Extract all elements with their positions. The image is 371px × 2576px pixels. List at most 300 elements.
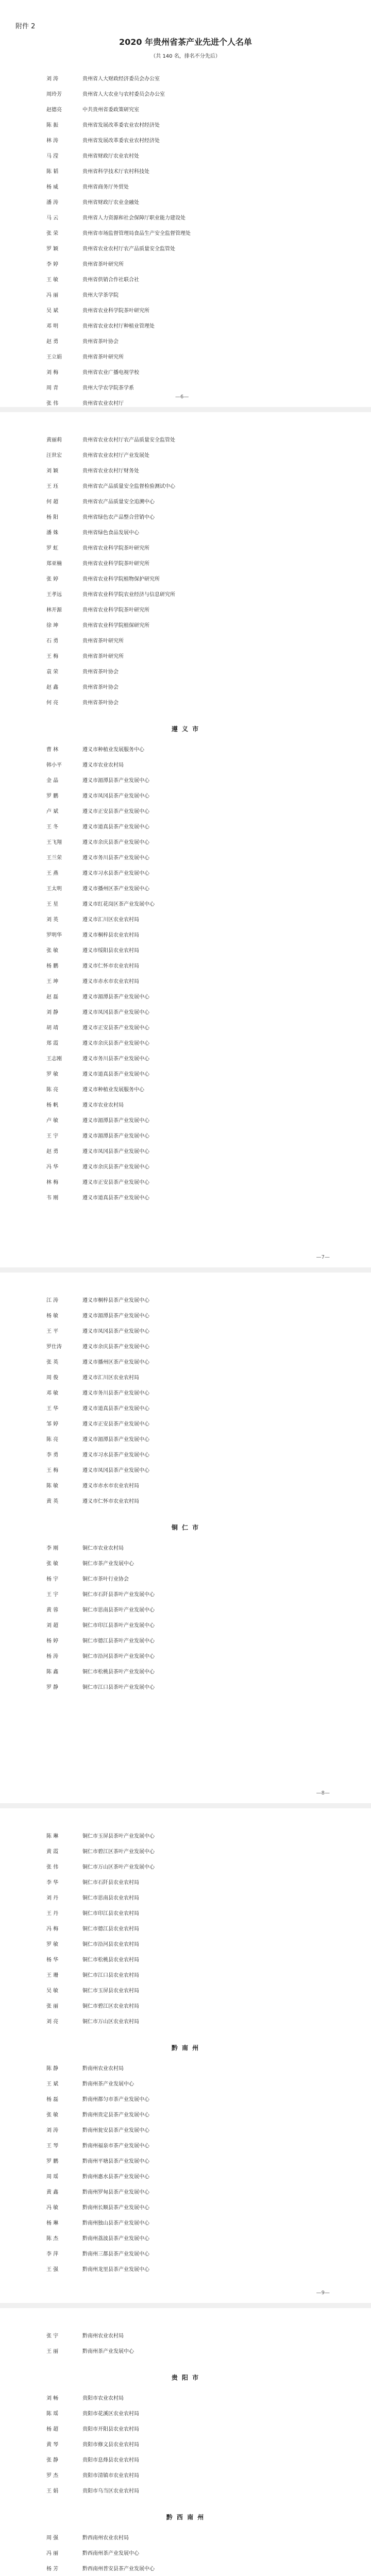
person-name: 罗明华 — [46, 933, 62, 938]
work-unit: 铜仁市江口县农业农村局 — [82, 1973, 139, 1978]
person-name: 赵德亮 — [46, 107, 62, 113]
list-item — [46, 1293, 325, 1309]
list-item — [46, 464, 325, 479]
work-unit: 贵州省茶叶协会 — [82, 685, 119, 690]
list-item — [46, 2092, 325, 2108]
work-unit: 遵义市余庆县茶产业发展中心 — [82, 1344, 149, 1350]
person-name: 周玲芳 — [46, 92, 62, 97]
list-item — [46, 1999, 325, 2014]
person-name: 刘 超 — [46, 1623, 59, 1629]
work-unit: 贵州省茶叶研究所 — [82, 354, 124, 360]
list-item — [46, 118, 325, 133]
person-name: 张 敏 — [46, 2112, 59, 2118]
work-unit: 贵州省农业农村厅产业发展处 — [82, 453, 149, 459]
person-name: 王太明 — [46, 886, 62, 892]
person-name: 金 晶 — [46, 778, 59, 784]
work-unit: 贵州省茶叶研究所 — [82, 638, 124, 644]
work-unit: 黔南州瓮安县茶产业发展中心 — [82, 2128, 149, 2133]
list-item — [46, 1634, 325, 1649]
work-unit: 贵州省绿色农产品整合营销中心 — [82, 515, 155, 520]
person-name: 刘 涛 — [46, 76, 59, 82]
work-unit: 遵义市凤冈县茶产业发展中心 — [82, 1149, 149, 1155]
person-name: 王 珊 — [46, 1973, 59, 1978]
list-item — [46, 758, 325, 773]
list-item — [46, 1968, 325, 1984]
list-item — [46, 433, 325, 448]
person-name: 杨 鹏 — [46, 963, 59, 969]
person-name: 李 华 — [46, 1880, 59, 1886]
work-unit: 遵义市绥阳县农业农村局 — [82, 948, 139, 954]
work-unit: 贵州省财政厅农业金融处 — [82, 200, 139, 206]
person-name: 林开源 — [46, 607, 62, 613]
work-unit: 贵州省农业科学院茶叶研究所 — [82, 308, 149, 314]
work-unit: 贵州省农业农村厅 — [82, 401, 124, 406]
work-unit: 贵阳市修文县农业农村局 — [82, 2442, 139, 2448]
list-item — [46, 943, 325, 959]
person-name: 卢 斌 — [46, 809, 59, 815]
work-unit: 黔南州平塘县茶产业发展中心 — [82, 2159, 149, 2164]
list-item — [46, 835, 325, 851]
work-unit: 遵义市湄潭县茶产业发展中心 — [82, 1133, 149, 1139]
list-item — [46, 2139, 325, 2154]
person-name: 陈 静 — [46, 2066, 59, 2072]
work-unit: 遵义市种植业发展服务中心 — [82, 1087, 144, 1093]
list-item — [46, 1401, 325, 1417]
list-item — [46, 1572, 325, 1587]
work-unit: 黔南州惠水县茶产业发展中心 — [82, 2174, 149, 2180]
person-name: 黄 鑫 — [46, 2190, 59, 2195]
work-unit: 遵义市赤水市农业农村局 — [82, 1483, 139, 1489]
list-item — [46, 1665, 325, 1680]
person-name: 王孝远 — [46, 592, 62, 598]
list-item — [46, 680, 325, 696]
work-unit: 贵阳市花溪区农业农村局 — [82, 2411, 139, 2417]
list-item — [46, 180, 325, 195]
person-name: 赵 勇 — [46, 1149, 59, 1155]
person-name: 陈 亮 — [46, 1087, 59, 1093]
person-name: 陈 亮 — [46, 1437, 59, 1443]
person-name: 张 敏 — [46, 1561, 59, 1567]
list-item — [46, 2123, 325, 2139]
work-unit: 遵义市湄潭县茶产业发展中心 — [82, 994, 149, 1000]
list-item — [46, 1355, 325, 1370]
person-name: 张 婷 — [46, 577, 59, 582]
list-item — [46, 2077, 325, 2092]
list-item — [46, 211, 325, 226]
person-name: 王 梅 — [46, 654, 59, 659]
person-name: 王 冬 — [46, 824, 59, 830]
person-name: 赵 鑫 — [46, 685, 59, 690]
work-unit: 铜仁市江口县茶叶产业发展中心 — [82, 1685, 155, 1690]
work-unit: 黔南州农业农村局 — [82, 2333, 124, 2339]
work-unit: 遵义市湄潭县茶产业发展中心 — [82, 1313, 149, 1319]
work-unit: 贵州省茶叶研究所 — [82, 654, 124, 659]
person-name: 邓 明 — [46, 324, 59, 329]
person-name: 杨 超 — [46, 2427, 59, 2432]
list-item — [46, 1479, 325, 1494]
person-name: 张 荣 — [46, 231, 59, 236]
person-name: 陈 瑶 — [46, 2411, 59, 2417]
work-unit: 贵州省科学技术厅农村科技处 — [82, 169, 149, 175]
work-unit: 黔南州福泉市茶产业发展中心 — [82, 2143, 149, 2149]
person-name: 王兰荣 — [46, 855, 62, 861]
person-name: 张 丽 — [46, 2004, 59, 2009]
person-name: 罗 敏 — [46, 1072, 59, 1077]
work-unit: 遵义市汇川区农业农村局 — [82, 1375, 139, 1381]
person-name: 罗 杰 — [46, 2473, 59, 2479]
list-item — [46, 1587, 325, 1603]
list-item — [46, 1829, 325, 1844]
list-item — [46, 1417, 325, 1432]
person-name: 张 伟 — [46, 1865, 59, 1870]
person-name: 黄 琴 — [46, 2442, 59, 2448]
person-name: 汪世宏 — [46, 453, 62, 459]
list-item — [46, 2061, 325, 2077]
list-item — [46, 1937, 325, 1953]
work-unit: 遵义市农业农村局 — [82, 762, 124, 768]
person-name: 冯 华 — [46, 1164, 59, 1170]
list-item — [46, 587, 325, 603]
list-item — [46, 1953, 325, 1968]
list-item — [46, 2247, 325, 2262]
person-name: 杨 琳 — [46, 2221, 59, 2226]
work-unit: 黔西南州普安县茶产业发展中心 — [82, 2566, 155, 2572]
list-item — [46, 990, 325, 1005]
person-name: 冯 丽 — [46, 293, 59, 298]
work-unit: 遵义市农业农村局 — [82, 1103, 124, 1108]
work-unit: 贵州省农业农村厅农产品质量安全监管处 — [82, 246, 175, 252]
work-unit: 遵义市汇川区农业农村局 — [82, 917, 139, 923]
work-unit: 铜仁市石阡县农业农村局 — [82, 1880, 139, 1886]
work-unit: 遵义市正安县茶产业发展中心 — [82, 1421, 149, 1427]
person-name: 王 燕 — [46, 871, 59, 876]
person-name: 张 静 — [46, 2458, 59, 2463]
person-name: 杨 威 — [46, 184, 59, 190]
document-page-2 — [0, 412, 371, 1267]
person-name: 罗 静 — [46, 1685, 59, 1690]
document-page-4 — [0, 1808, 371, 2303]
work-unit: 铜仁市玉屏县农业农村局 — [82, 1988, 139, 1994]
work-unit: 贵州省发展改革委农业农村经济处 — [82, 138, 160, 144]
work-unit: 遵义市习水县茶产业发展中心 — [82, 1452, 149, 1458]
work-unit: 铜仁市德江县茶叶产业发展中心 — [82, 1638, 155, 1644]
person-name: 刘 涛 — [46, 2128, 59, 2133]
work-unit: 遵义市道真县茶产业发展中心 — [82, 1406, 149, 1412]
list-item — [46, 1891, 325, 1906]
person-name: 黄 霞 — [46, 1849, 59, 1855]
list-item — [46, 1844, 325, 1860]
work-unit: 贵阳市乌当区农业农村局 — [82, 2488, 139, 2494]
list-item — [46, 288, 325, 303]
work-unit: 遵义市仁怀市农业农村局 — [82, 1499, 139, 1504]
person-name: 刘 畅 — [46, 2396, 59, 2401]
list-item — [46, 1175, 325, 1191]
list-item — [46, 1494, 325, 1510]
person-name: 王立娟 — [46, 354, 62, 360]
person-name: 刘 英 — [46, 917, 59, 923]
work-unit: 贵州省农业农村厅农产品质量安全监管处 — [82, 437, 175, 443]
list-item — [46, 1309, 325, 1324]
document-page-3 — [0, 1273, 371, 1803]
work-unit: 铜仁市思南县茶叶产业发展中心 — [82, 1607, 155, 1613]
list-item — [46, 164, 325, 180]
person-name: 罗 鹏 — [46, 2159, 59, 2164]
work-unit: 贵州省人大财政经济委员会办公室 — [82, 76, 160, 82]
person-name: 王 斌 — [46, 2081, 59, 2087]
work-unit: 遵义市仁怀市农业农村局 — [82, 963, 139, 969]
list-item — [46, 2391, 325, 2406]
person-name: 吴 斌 — [46, 308, 59, 314]
work-unit: 铜仁市思南县农业农村局 — [82, 1895, 139, 1901]
work-unit: 贵阳市息烽县农业农村局 — [82, 2458, 139, 2463]
person-name: 冯 梅 — [46, 1926, 59, 1932]
person-name: 罗仕涛 — [46, 1344, 62, 1350]
work-unit: 遵义市正安县茶产业发展中心 — [82, 809, 149, 815]
work-unit: 铜仁市万山区农业农村局 — [82, 2019, 139, 2025]
work-unit: 铜仁市碧江区农业农村局 — [82, 2004, 139, 2009]
work-unit: 贵阳市开阳县农业农村局 — [82, 2427, 139, 2432]
list-item — [46, 1098, 325, 1113]
work-unit: 贵州省发展改革委农业农村经济处 — [82, 123, 160, 128]
person-name: 周 俊 — [46, 1375, 59, 1381]
list-item — [46, 2154, 325, 2170]
work-unit: 遵义市凤冈县茶产业发展中心 — [82, 1010, 149, 1015]
list-item — [46, 742, 325, 758]
work-unit: 遵义市种植业发展服务中心 — [82, 747, 144, 753]
page-number: —9— — [316, 2290, 330, 2296]
work-unit: 遵义市桐梓县茶产业发展中心 — [82, 1298, 149, 1303]
list-item — [46, 2014, 325, 2030]
list-item — [46, 2437, 325, 2453]
list-item — [46, 526, 325, 541]
work-unit: 贵州省农业科学院茶叶研究所 — [82, 607, 149, 613]
work-unit: 贵阳市农业农村局 — [82, 2396, 124, 2401]
person-name: 杨 帆 — [46, 1103, 59, 1108]
region-heading: 黔 西 南 州 — [166, 2514, 205, 2521]
person-name: 罗 敏 — [46, 1942, 59, 1947]
list-item — [46, 866, 325, 882]
person-name: 冯 敏 — [46, 2205, 59, 2211]
person-name: 杨 敏 — [46, 1313, 59, 1319]
list-item — [46, 1463, 325, 1479]
person-name: 杨 宇 — [46, 1577, 59, 1582]
list-item — [46, 1370, 325, 1386]
work-unit: 遵义市余庆县茶产业发展中心 — [82, 1164, 149, 1170]
list-item — [46, 1129, 325, 1144]
list-item — [46, 334, 325, 350]
page-number: —8— — [316, 1790, 330, 1796]
work-unit: 贵州省茶叶协会 — [82, 669, 119, 675]
work-unit: 遵义市凤冈县茶产业发展中心 — [82, 793, 149, 799]
list-item — [46, 257, 325, 273]
work-unit: 遵义市播州区茶产业发展中心 — [82, 1360, 149, 1365]
work-unit: 贵州省农业科学院植保研究所 — [82, 623, 149, 629]
person-name: 韦 刚 — [46, 1195, 59, 1201]
list-item — [46, 1680, 325, 1696]
work-unit: 贵州省人大农业与农村委员会办公室 — [82, 92, 165, 97]
work-unit: 遵义市务川县茶产业发展中心 — [82, 855, 149, 861]
person-name: 王 丽 — [46, 2349, 59, 2354]
list-item — [46, 773, 325, 789]
person-name: 李 勇 — [46, 1452, 59, 1458]
person-name: 周 强 — [46, 2535, 59, 2541]
person-name: 李 婷 — [46, 262, 59, 267]
person-name: 陈 韬 — [46, 169, 59, 175]
work-unit: 遵义市道真县茶产业发展中心 — [82, 1195, 149, 1201]
person-name: 卢 敏 — [46, 1118, 59, 1124]
list-item — [46, 1906, 325, 1922]
work-unit: 贵州省农业科学院农业经济与信息研究所 — [82, 592, 175, 598]
person-name: 胡 靖 — [46, 1025, 59, 1031]
list-item — [46, 1005, 325, 1021]
work-unit: 遵义市正安县茶产业发展中心 — [82, 1025, 149, 1031]
work-unit: 黔西南州农业农村局 — [82, 2535, 129, 2541]
list-item — [46, 495, 325, 510]
work-unit: 贵阳市清镇市农业农村局 — [82, 2473, 139, 2479]
list-item — [46, 1191, 325, 1206]
list-item — [46, 912, 325, 928]
work-unit: 遵义市湄潭县茶产业发展中心 — [82, 1118, 149, 1124]
person-name: 杨 阳 — [46, 515, 59, 520]
work-unit: 铜仁市茶叶行业协会 — [82, 1577, 129, 1582]
list-item — [46, 1021, 325, 1036]
work-unit: 贵州省财政厅农业农村处 — [82, 154, 139, 159]
work-unit: 铜仁市石阡县茶叶产业发展中心 — [82, 1592, 155, 1598]
list-item — [46, 149, 325, 164]
work-unit: 遵义市正安县茶产业发展中心 — [82, 1180, 149, 1185]
work-unit: 黔南州茶产业发展中心 — [82, 2081, 134, 2087]
person-name: 冯 丽 — [46, 2551, 59, 2556]
list-item — [46, 1649, 325, 1665]
work-unit: 铜仁市印江县农业农村局 — [82, 1911, 139, 1917]
list-item — [46, 1160, 325, 1175]
person-name: 罗 颖 — [46, 246, 59, 252]
work-unit: 铜仁市德江县农业农村局 — [82, 1926, 139, 1932]
work-unit: 铜仁市茶产业发展中心 — [82, 1561, 134, 1567]
list-item — [46, 1036, 325, 1052]
person-name: 罗 鹏 — [46, 793, 59, 799]
person-name: 王 星 — [46, 902, 59, 907]
work-unit: 贵州省农业科学院植物保护研究所 — [82, 577, 160, 582]
work-unit: 遵义市凤冈县茶产业发展中心 — [82, 1329, 149, 1334]
region-heading: 贵 阳 市 — [171, 2374, 200, 2381]
work-unit: 铜仁市碧江区茶叶产业发展中心 — [82, 1849, 155, 1855]
person-name: 黄 蓉 — [46, 1607, 59, 1613]
list-item — [46, 1603, 325, 1618]
work-unit: 遵义市习水县茶产业发展中心 — [82, 871, 149, 876]
list-item — [46, 804, 325, 820]
work-unit: 铜仁市印江县茶叶产业发展中心 — [82, 1623, 155, 1629]
document-title: 2020 年贵州省茶产业先进个人名单 — [119, 37, 252, 47]
person-name: 马 滢 — [46, 154, 59, 159]
list-item — [46, 195, 325, 211]
person-name: 何 亮 — [46, 700, 59, 706]
list-item — [46, 2185, 325, 2200]
list-item — [46, 2262, 325, 2278]
person-name: 杨 华 — [46, 1957, 59, 1963]
work-unit: 遵义市务川县茶产业发展中心 — [82, 1056, 149, 1062]
list-item — [46, 649, 325, 665]
person-name: 黄丽莉 — [46, 437, 62, 443]
list-item — [46, 2200, 325, 2216]
work-unit: 铜仁市沿河县农业农村局 — [82, 1942, 139, 1947]
person-name: 邹 婷 — [46, 1421, 59, 1427]
person-name: 袁 荣 — [46, 669, 59, 675]
list-item — [46, 1052, 325, 1067]
work-unit: 遵义市凤冈县茶产业发展中心 — [82, 1468, 149, 1473]
list-item — [46, 1113, 325, 1129]
work-unit: 贵州省商务厅外贸处 — [82, 184, 129, 190]
person-name: 李 萍 — [46, 2251, 59, 2257]
attachment-label: 附件 2 — [15, 23, 36, 30]
list-item — [46, 365, 325, 381]
person-name: 刘 静 — [46, 1010, 59, 1015]
person-name: 林 涛 — [46, 138, 59, 144]
list-item — [46, 2344, 325, 2360]
person-name: 张 敏 — [46, 948, 59, 954]
list-item — [46, 1082, 325, 1098]
work-unit: 遵义市湄潭县茶产业发展中心 — [82, 778, 149, 784]
work-unit: 黔南州罗甸县茶产业发展中心 — [82, 2190, 149, 2195]
person-name: 赵 勇 — [46, 339, 59, 345]
person-name: 王志刚 — [46, 1056, 62, 1062]
list-item — [46, 1922, 325, 1937]
work-unit: 贵州省市场监督管理局食品生产安全监督管理处 — [82, 231, 191, 236]
work-unit: 贵州省农业农村厅财务处 — [82, 468, 139, 474]
list-item — [46, 510, 325, 526]
person-name: 石 勇 — [46, 638, 59, 644]
work-unit: 黔南州龙里县茶产业发展中心 — [82, 2267, 149, 2273]
person-name: 周 青 — [46, 385, 59, 391]
list-item — [46, 242, 325, 257]
work-unit: 黔西南州茶产业发展中心 — [82, 2551, 139, 2556]
list-item — [46, 2562, 325, 2576]
work-unit: 遵义市余庆县茶产业发展中心 — [82, 1041, 149, 1046]
list-item — [46, 2422, 325, 2437]
list-item — [46, 789, 325, 804]
list-item — [46, 541, 325, 556]
list-item — [46, 2406, 325, 2422]
work-unit: 贵州省农业广播电视学校 — [82, 370, 139, 376]
work-unit: 贵州省人力资源和社会保障厅职业能力建设处 — [82, 215, 185, 221]
person-name: 徐 坤 — [46, 623, 59, 629]
work-unit: 遵义市播州区茶产业发展中心 — [82, 886, 149, 892]
list-item — [46, 696, 325, 711]
work-unit: 铜仁市沿河县茶叶产业发展中心 — [82, 1654, 155, 1659]
person-name: 王 丹 — [46, 1911, 59, 1917]
person-name: 王 宇 — [46, 1133, 59, 1139]
list-item — [46, 820, 325, 835]
work-unit: 黔南州荔波县茶产业发展中心 — [82, 2236, 149, 2242]
list-item — [46, 1860, 325, 1875]
region-heading: 遵 义 市 — [171, 725, 200, 733]
list-item — [46, 2484, 325, 2499]
person-name: 杨 涛 — [46, 1654, 59, 1659]
list-item — [46, 1386, 325, 1401]
work-unit: 遵义市余庆县茶产业发展中心 — [82, 840, 149, 845]
list-item — [46, 2531, 325, 2546]
list-item — [46, 556, 325, 572]
person-name: 郑 霞 — [46, 1041, 59, 1046]
work-unit: 黔南州农业农村局 — [82, 2066, 124, 2072]
list-item — [46, 103, 325, 118]
work-unit: 铜仁市万山区茶叶产业发展中心 — [82, 1865, 155, 1870]
work-unit: 贵州省供销合作社联合社 — [82, 277, 139, 283]
person-name: 杨 芳 — [46, 2566, 59, 2572]
work-unit: 遵义市道真县茶产业发展中心 — [82, 824, 149, 830]
person-name: 王 华 — [46, 1406, 59, 1412]
list-item — [46, 448, 325, 464]
